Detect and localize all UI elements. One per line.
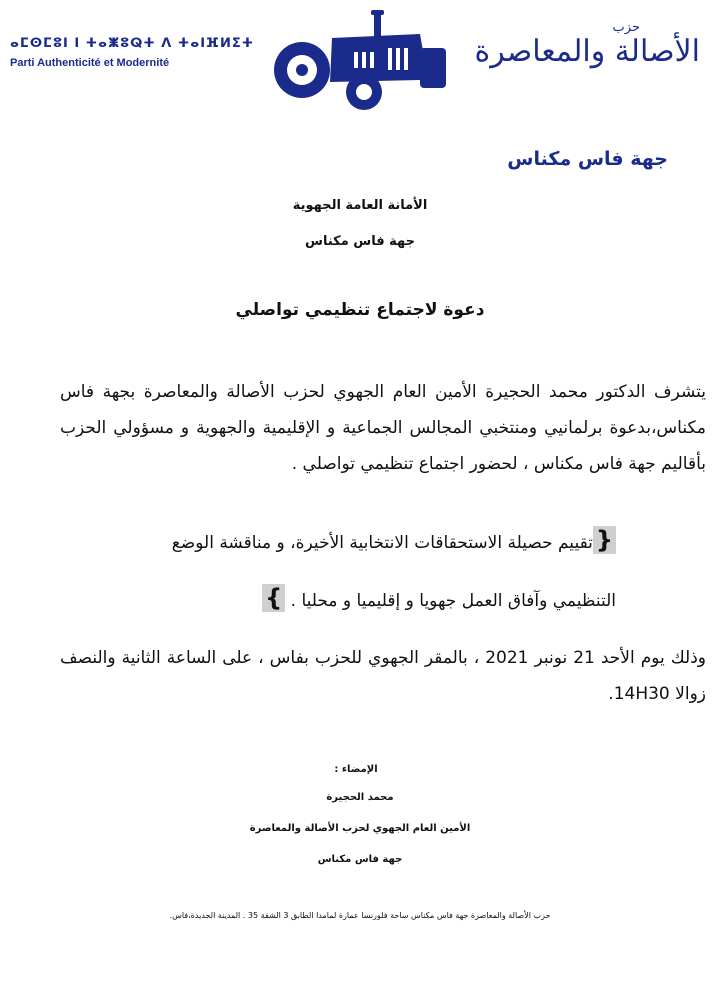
agenda-close-brace: } xyxy=(262,584,285,612)
signatory-region: جهة فاس مكناس xyxy=(317,854,403,865)
party-name-arabic: الأصالة والمعاصرة xyxy=(474,34,700,69)
agenda-text-2: التنظيمي وآفاق العمل جهويا و إقليميا و محليا . xyxy=(290,591,616,611)
agenda-line-2 xyxy=(262,584,616,612)
signatory-name: محمد الحجيرة xyxy=(326,792,394,803)
header-left xyxy=(10,36,260,69)
document-title: دعوة لاجتماع تنظيمي تواصلي xyxy=(235,300,485,320)
party-name-french: Parti Authenticité et Modernité xyxy=(10,57,170,69)
date-paragraph: وذلك يوم الأحد 21 نونبر 2021 ، بالمقر الجهوي للحزب بفاس ، على الساعة الثانية والنصف زوالا 14H30. xyxy=(60,648,707,704)
tractor-logo-icon xyxy=(270,8,450,112)
region-heading: جهة فاس مكناس xyxy=(507,148,668,170)
signatory-role: الأمين العام الجهوي لحزب الأصالة والمعاصرة xyxy=(249,823,471,834)
region-subheading: جهة فاس مكناس xyxy=(305,234,415,249)
header-right xyxy=(460,20,700,68)
secretariat-heading: الأمانة العامة الجهوية xyxy=(292,198,428,213)
agenda-open-brace: { xyxy=(593,526,616,554)
signature-label: الإمضاء : xyxy=(334,764,378,775)
party-name-tifinagh: ⴰⵎⵙⵎⵓⵏ ⵏ ⵜⴰⵥⵓⵕⵜ ⴷ ⵜⴰⵏⴼⵍⵉⵜ xyxy=(10,36,255,51)
agenda-text-1: تقييم حصيلة الاستحقاقات الانتخابية الأخيرة، و مناقشة الوضع xyxy=(171,533,593,553)
footer-address: حزب الأصالة والمعاصرة جهة فاس مكناس ساحة فلورنسا عمارة لمامدا الطابق 3 الشقة 35 . المدينة الجديدة،فاس. xyxy=(169,911,551,920)
agenda-line-1 xyxy=(172,526,616,554)
invitation-paragraph: يتشرف الدكتور محمد الحجيرة الأمين العام الجهوي لحزب الأصالة والمعاصرة بجهة فاس مكناس،بدعوة برلمانيي ومنتخبي المجالس الجماعية و الإقليمية والجهوية و مسؤولي الحزب بأقاليم جهة فاس مكناس ، لحضور اجتماع تنظيمي تواصلي . xyxy=(60,382,706,474)
party-label-small: حزب xyxy=(612,20,640,35)
